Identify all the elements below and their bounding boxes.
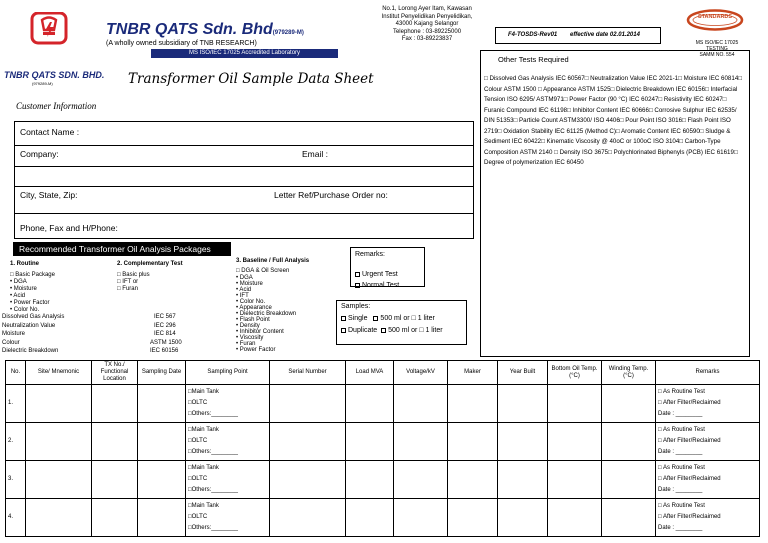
address-line: 43000 Kajang Selangor [395, 21, 459, 27]
standard-name: Moisture [2, 331, 26, 337]
main-tank-checkbox[interactable]: □Main Tank [188, 503, 219, 509]
standard-row [2, 323, 202, 332]
badge-line2: TESTING [706, 46, 728, 52]
serial-cell[interactable] [270, 461, 346, 499]
sampling-point-cell[interactable] [186, 385, 270, 423]
baseline-item: • Dielectric Breakdown [236, 311, 297, 317]
col-header: Sampling Date [138, 361, 186, 385]
company-reg: (979289-M) [272, 30, 304, 36]
letter-ref-field[interactable]: Letter Ref/Purchase Order no: [274, 190, 388, 200]
logo-text: TNBR QATS SDN. BHD. [4, 70, 105, 80]
logo-reg: (979289-M) [32, 81, 53, 86]
complementary-options [117, 272, 150, 293]
remarks-cell[interactable] [656, 499, 760, 537]
standard-name: Dissolved Gas Analysis [2, 314, 65, 320]
after-filter-checkbox[interactable]: □ After Filter/Reclaimed [658, 476, 721, 482]
date-cell[interactable] [138, 385, 186, 423]
voltage-cell[interactable] [394, 499, 448, 537]
standards-badge-icon [686, 9, 744, 31]
bottom-temp-cell[interactable] [548, 423, 602, 461]
baseline-item: • Density [236, 323, 260, 329]
accreditation-bar: MS ISO/IEC 17025 Accredited Laboratory [151, 49, 338, 58]
winding-temp-cell[interactable] [602, 423, 656, 461]
oltc-checkbox[interactable]: □OLTC [188, 400, 208, 406]
baseline-item: • Flash Point [236, 317, 270, 323]
badge-label: STANDARDS [697, 14, 733, 20]
load-cell[interactable] [346, 423, 394, 461]
load-cell[interactable] [346, 461, 394, 499]
bottom-temp-cell[interactable] [548, 499, 602, 537]
furan-checkbox[interactable]: □ Furan [117, 286, 138, 292]
address-block [372, 6, 482, 44]
col-header: Serial Number [270, 361, 346, 385]
site-cell[interactable] [26, 385, 92, 423]
col-header: Year Built [498, 361, 548, 385]
year-cell[interactable] [498, 461, 548, 499]
serial-cell[interactable] [270, 499, 346, 537]
document-title: Transformer Oil Sample Data Sheet [128, 71, 374, 87]
other-tests-list[interactable]: □ Dissolved Gas Analysis IEC 60567□ Neutralization Value IEC 2021-1□ Moisture IEC 60814□ Colour ASTM 1500 □ Appearance ASTM 1525□ Dielectric Breakdown IEC 60156□ Interfacial Tension ISO 6295/ ASTM971□ Power Factor (90 °C) IEC 60247□ Resistivity IEC 60247□ Furanic Compound IEC 61198□ Inhibitor Content IEC 60666□ Corrosive Sulphur IEC 62535/ DIN 51353□ Particle Count ASTM3300/ ISO 4406□ Pour Point ISO 3016□ Flash Point ISO 2719□ Oxidation Stability IEC 61125 (Method C)□ Aromatic Content IEC 60590□ Sludge & Sediment IEC 60422□ Kinematic Viscosity @ 40oC or 100oC ISO 3104□ Carbon-Type Composition ASTM 2140 □ Density ISO 3675□ Polychlorinated Biphenyls (PCB) IEC 61619□ Degree of polymerization IEC 60450 [484, 75, 742, 166]
urgent-label: Urgent Test [362, 271, 398, 278]
email-field[interactable]: Email : [302, 149, 328, 159]
oltc-checkbox[interactable]: □OLTC [188, 438, 208, 444]
others-checkbox[interactable]: □Others:________ [188, 411, 238, 417]
main-tank-checkbox[interactable]: □Main Tank [188, 427, 219, 433]
maker-cell[interactable] [448, 499, 498, 537]
after-filter-checkbox[interactable]: □ After Filter/Reclaimed [658, 438, 721, 444]
ift-checkbox[interactable]: □ IFT or [117, 279, 139, 285]
standard-code: IEC 814 [154, 331, 176, 337]
remarks-cell[interactable] [656, 461, 760, 499]
oltc-checkbox[interactable]: □OLTC [188, 476, 208, 482]
bottom-temp-cell[interactable] [548, 385, 602, 423]
maker-cell[interactable] [448, 385, 498, 423]
company-name-row [106, 21, 304, 39]
remarks-date[interactable]: Date : ________ [658, 525, 703, 531]
phone-field[interactable]: Phone, Fax and H/Phone: [20, 223, 118, 233]
site-cell[interactable] [26, 461, 92, 499]
other-tests-title: Other Tests Required [498, 55, 569, 64]
company-field[interactable]: Company: [20, 149, 59, 159]
row-number: 4. [6, 499, 26, 537]
baseline-title: 3. Baseline / Full Analysis [236, 258, 310, 264]
baseline-item: • Viscosity [236, 335, 264, 341]
table-header-row [6, 361, 760, 385]
baseline-options [236, 268, 296, 353]
year-cell[interactable] [498, 499, 548, 537]
site-cell[interactable] [26, 499, 92, 537]
date-cell[interactable] [138, 423, 186, 461]
address-line: Fax : 03-89223837 [401, 36, 453, 42]
normal-label: Normal Test [362, 282, 400, 289]
baseline-item: • Inhibitor Content [236, 329, 284, 335]
routine-item: • Color No. [10, 307, 40, 313]
address-line: Telephone : 03-89225000 [392, 28, 462, 35]
bottom-temp-cell[interactable] [548, 461, 602, 499]
normal-checkbox[interactable] [355, 283, 360, 288]
single-500ml-checkbox[interactable] [373, 316, 378, 321]
sample-table [5, 360, 760, 537]
col-header: Winding Temp. (°C) [602, 361, 656, 385]
col-header: Bottom Oil Temp.(°C) [548, 361, 602, 385]
dga-screen-checkbox[interactable]: □ DGA & Oil Screen [236, 268, 290, 274]
baseline-item: • Power Factor [236, 347, 276, 353]
company-logo-icon [26, 12, 72, 56]
winding-temp-cell[interactable] [602, 461, 656, 499]
sampling-point-cell[interactable] [186, 499, 270, 537]
site-cell[interactable] [26, 423, 92, 461]
routine-item: • Moisture [10, 286, 37, 292]
standard-row [2, 348, 202, 357]
serial-cell[interactable] [270, 423, 346, 461]
winding-temp-cell[interactable] [602, 385, 656, 423]
routine-test-checkbox[interactable]: □ As Routine Test [658, 503, 705, 509]
duplicate-option[interactable] [341, 327, 443, 334]
remarks-date[interactable]: Date : ________ [658, 449, 703, 455]
col-header: Remarks [656, 361, 760, 385]
basic-plus-checkbox[interactable]: □ Basic plus [117, 272, 150, 278]
single-label: Single [348, 315, 368, 322]
normal-test-option[interactable] [355, 274, 399, 292]
baseline-item: • Moisture [236, 281, 263, 287]
address-line: No.1, Lorong Ayer Itam, Kawasan [382, 6, 472, 12]
baseline-item: • DGA [236, 275, 253, 281]
duplicate-label: Duplicate [348, 327, 378, 334]
baseline-item: • Color No. [236, 299, 266, 305]
routine-item: • Power Factor [10, 300, 50, 306]
standard-code: IEC 60156 [150, 348, 179, 354]
load-cell[interactable] [346, 385, 394, 423]
single-volume-label: 500 ml or □ 1 liter [380, 315, 435, 322]
standard-code: ASTM 1500 [150, 339, 182, 346]
col-header: Sampling Point [186, 361, 270, 385]
badge-line3: SAMM NO. 554 [699, 52, 735, 58]
standard-name: Colour [2, 339, 20, 346]
remarks-cell[interactable] [656, 385, 760, 423]
baseline-item: • Appearance [236, 305, 272, 311]
routine-title: 1. Routine [10, 261, 40, 267]
standard-code: IEC 296 [154, 322, 176, 329]
others-checkbox[interactable]: □Others:________ [188, 449, 238, 455]
standard-row [2, 314, 202, 323]
single-option[interactable] [341, 315, 435, 322]
winding-temp-cell[interactable] [602, 499, 656, 537]
col-header: Maker [448, 361, 498, 385]
customer-divider [14, 166, 474, 167]
standard-row [2, 340, 202, 349]
packages-title: Recommended Transformer Oil Analysis Packages [13, 242, 231, 256]
duplicate-volume-label: 500 ml or □ 1 liter [388, 327, 443, 334]
contact-name-field[interactable]: Contact Name : [20, 127, 80, 137]
voltage-cell[interactable] [394, 385, 448, 423]
load-cell[interactable] [346, 499, 394, 537]
standard-code: IEC 567 [154, 314, 176, 320]
customer-info-box [14, 121, 474, 239]
baseline-item: • Furan [236, 341, 256, 347]
others-checkbox[interactable]: □Others:________ [188, 525, 238, 531]
standard-row [2, 331, 202, 340]
sampling-point-cell[interactable] [186, 423, 270, 461]
serial-cell[interactable] [270, 385, 346, 423]
main-tank-checkbox[interactable]: □Main Tank [188, 389, 219, 395]
standards-list [2, 314, 202, 357]
badge-line1: MS ISO/IEC 17025 [695, 40, 739, 46]
tx-cell[interactable] [92, 385, 138, 423]
duplicate-checkbox[interactable] [341, 328, 346, 333]
baseline-item: • IFT [236, 293, 249, 299]
company-name: TNBR QATS Sdn. Bhd [106, 21, 273, 38]
routine-basic-checkbox[interactable]: □ Basic Package [10, 272, 55, 278]
table-row [6, 423, 760, 461]
sampling-point-cell[interactable] [186, 461, 270, 499]
date-cell[interactable] [138, 461, 186, 499]
voltage-cell[interactable] [394, 423, 448, 461]
routine-item: • Acid [10, 293, 26, 299]
row-number: 1. [6, 385, 26, 423]
routine-test-checkbox[interactable]: □ As Routine Test [658, 427, 705, 433]
oltc-checkbox[interactable]: □OLTC [188, 514, 208, 520]
col-header: Site/ Mnemonic [26, 361, 92, 385]
duplicate-500ml-checkbox[interactable] [381, 328, 386, 333]
maker-cell[interactable] [448, 461, 498, 499]
maker-cell[interactable] [448, 423, 498, 461]
subsidiary-line: (A wholly owned subsidiary of TNB RESEARCH) [106, 40, 257, 47]
routine-test-checkbox[interactable]: □ As Routine Test [658, 465, 705, 471]
complementary-title: 2. Complementary Test [117, 261, 183, 267]
tx-cell[interactable] [92, 423, 138, 461]
col-header: Voltage/kV [394, 361, 448, 385]
others-checkbox[interactable]: □Others:________ [188, 487, 238, 493]
single-checkbox[interactable] [341, 316, 346, 321]
routine-test-checkbox[interactable]: □ As Routine Test [658, 389, 705, 395]
date-cell[interactable] [138, 499, 186, 537]
customer-divider [14, 145, 474, 146]
tx-cell[interactable] [92, 461, 138, 499]
address-line: Institut Penyelidikan Penyelidikan, [381, 13, 473, 20]
tx-cell[interactable] [92, 499, 138, 537]
table-row [6, 499, 760, 537]
standard-name: Neutralization Value [2, 322, 56, 329]
form-number-box [495, 27, 661, 44]
row-number: 2. [6, 423, 26, 461]
standard-name: Dielectric Breakdown [2, 348, 59, 354]
row-number: 3. [6, 461, 26, 499]
remarks-cell[interactable] [656, 423, 760, 461]
form-number: F4-TOSDS-Rev01 [508, 32, 558, 38]
after-filter-checkbox[interactable]: □ After Filter/Reclaimed [658, 400, 721, 406]
baseline-item: • Acid [236, 287, 252, 293]
customer-divider [14, 186, 474, 187]
col-header: TX No./ Functional Location [92, 361, 138, 385]
table-row [6, 461, 760, 499]
table-row [6, 385, 760, 423]
customer-divider [14, 213, 474, 214]
samples-title: Samples: [341, 303, 371, 310]
routine-options [10, 272, 55, 314]
after-filter-checkbox[interactable]: □ After Filter/Reclaimed [658, 514, 721, 520]
year-cell[interactable] [498, 423, 548, 461]
remarks-date[interactable]: Date : ________ [658, 411, 703, 417]
city-field[interactable]: City, State, Zip: [20, 190, 78, 200]
effective-date: effective date 02.01.2014 [570, 32, 640, 38]
year-cell[interactable] [498, 385, 548, 423]
remarks-date[interactable]: Date : ________ [658, 487, 703, 493]
voltage-cell[interactable] [394, 461, 448, 499]
customer-section-label: Customer Information [16, 101, 97, 111]
col-header: No. [6, 361, 26, 385]
col-header: Load MVA [346, 361, 394, 385]
routine-item: • DGA [10, 279, 27, 285]
remarks-title: Remarks: [355, 251, 385, 258]
main-tank-checkbox[interactable]: □Main Tank [188, 465, 219, 471]
